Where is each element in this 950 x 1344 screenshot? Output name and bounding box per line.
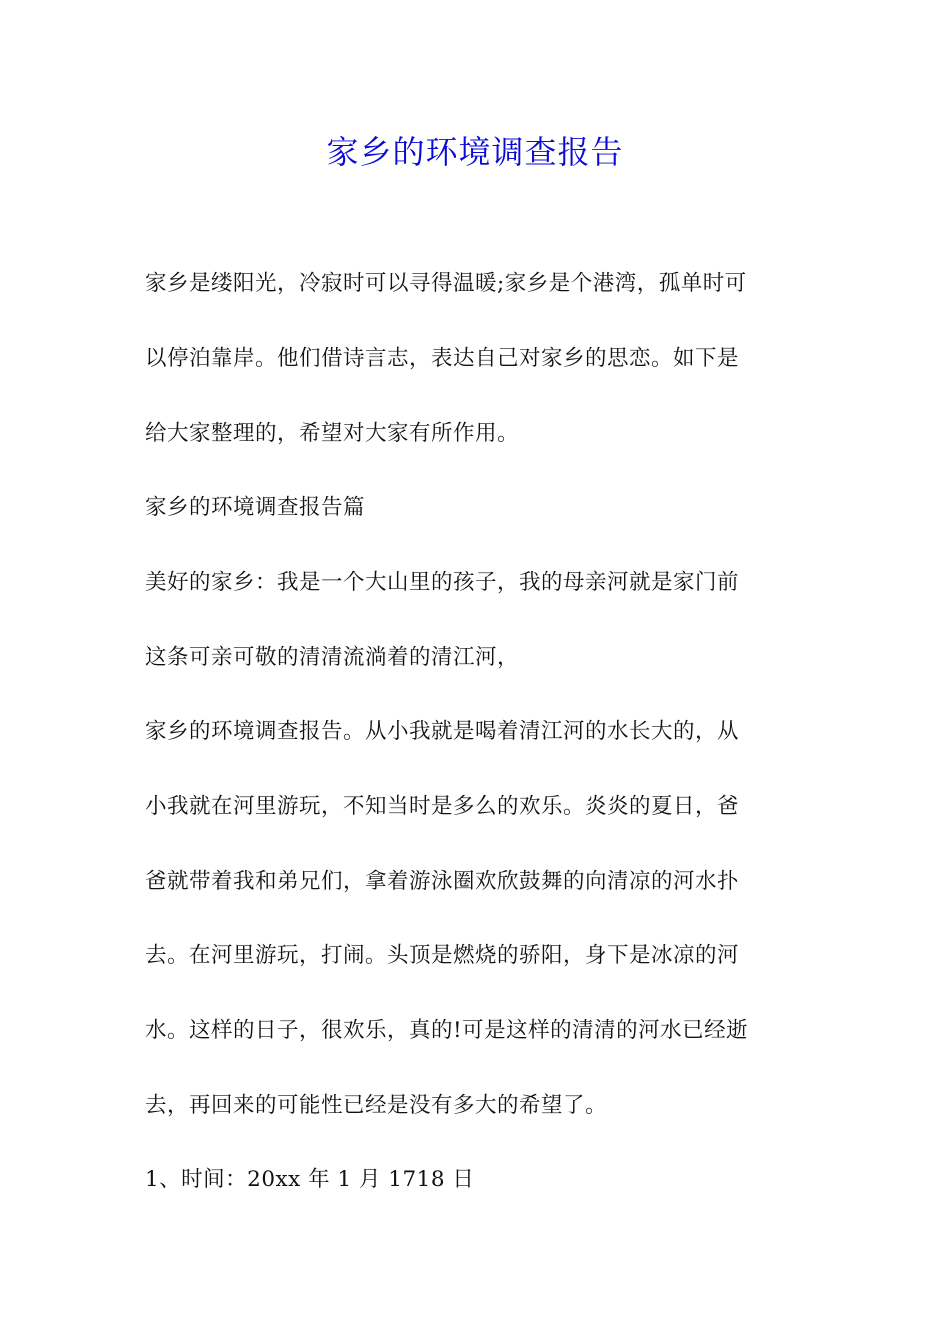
- paragraph-line-9: 爸就带着我和弟兄们，拿着游泳圈欢欣鼓舞的向清凉的河水扑: [145, 869, 740, 894]
- paragraph-line-5: 美好的家乡：我是一个大山里的孩子，我的母亲河就是家门前: [145, 570, 740, 595]
- document-title: 家乡的环境调查报告: [326, 133, 624, 171]
- paragraph-line-1: 家乡是缕阳光，冷寂时可以寻得温暖;家乡是个港湾，孤单时可: [145, 271, 747, 296]
- paragraph-line-2: 以停泊靠岸。他们借诗言志，表达自己对家乡的思恋。如下是: [145, 346, 740, 371]
- paragraph-line-3: 给大家整理的，希望对大家有所作用。: [145, 421, 520, 446]
- time-line: 1、时间：20xx 年 1 月 1718 日: [145, 1167, 475, 1192]
- paragraph-line-8: 小我就在河里游玩，不知当时是多么的欢乐。炎炎的夏日，爸: [145, 794, 740, 819]
- section-heading: 家乡的环境调查报告篇: [145, 495, 366, 520]
- paragraph-line-12: 去，再回来的可能性已经是没有多大的希望了。: [145, 1093, 608, 1118]
- paragraph-line-10: 去。在河里游玩，打闹。头顶是燃烧的骄阳，身下是冰凉的河: [145, 943, 740, 968]
- paragraph-line-11: 水。这样的日子，很欢乐，真的!可是这样的清清的河水已经逝: [145, 1018, 749, 1043]
- paragraph-line-6: 这条可亲可敬的清清流淌着的清江河，: [145, 645, 520, 670]
- paragraph-line-7: 家乡的环境调查报告。从小我就是喝着清江河的水长大的，从: [145, 719, 740, 744]
